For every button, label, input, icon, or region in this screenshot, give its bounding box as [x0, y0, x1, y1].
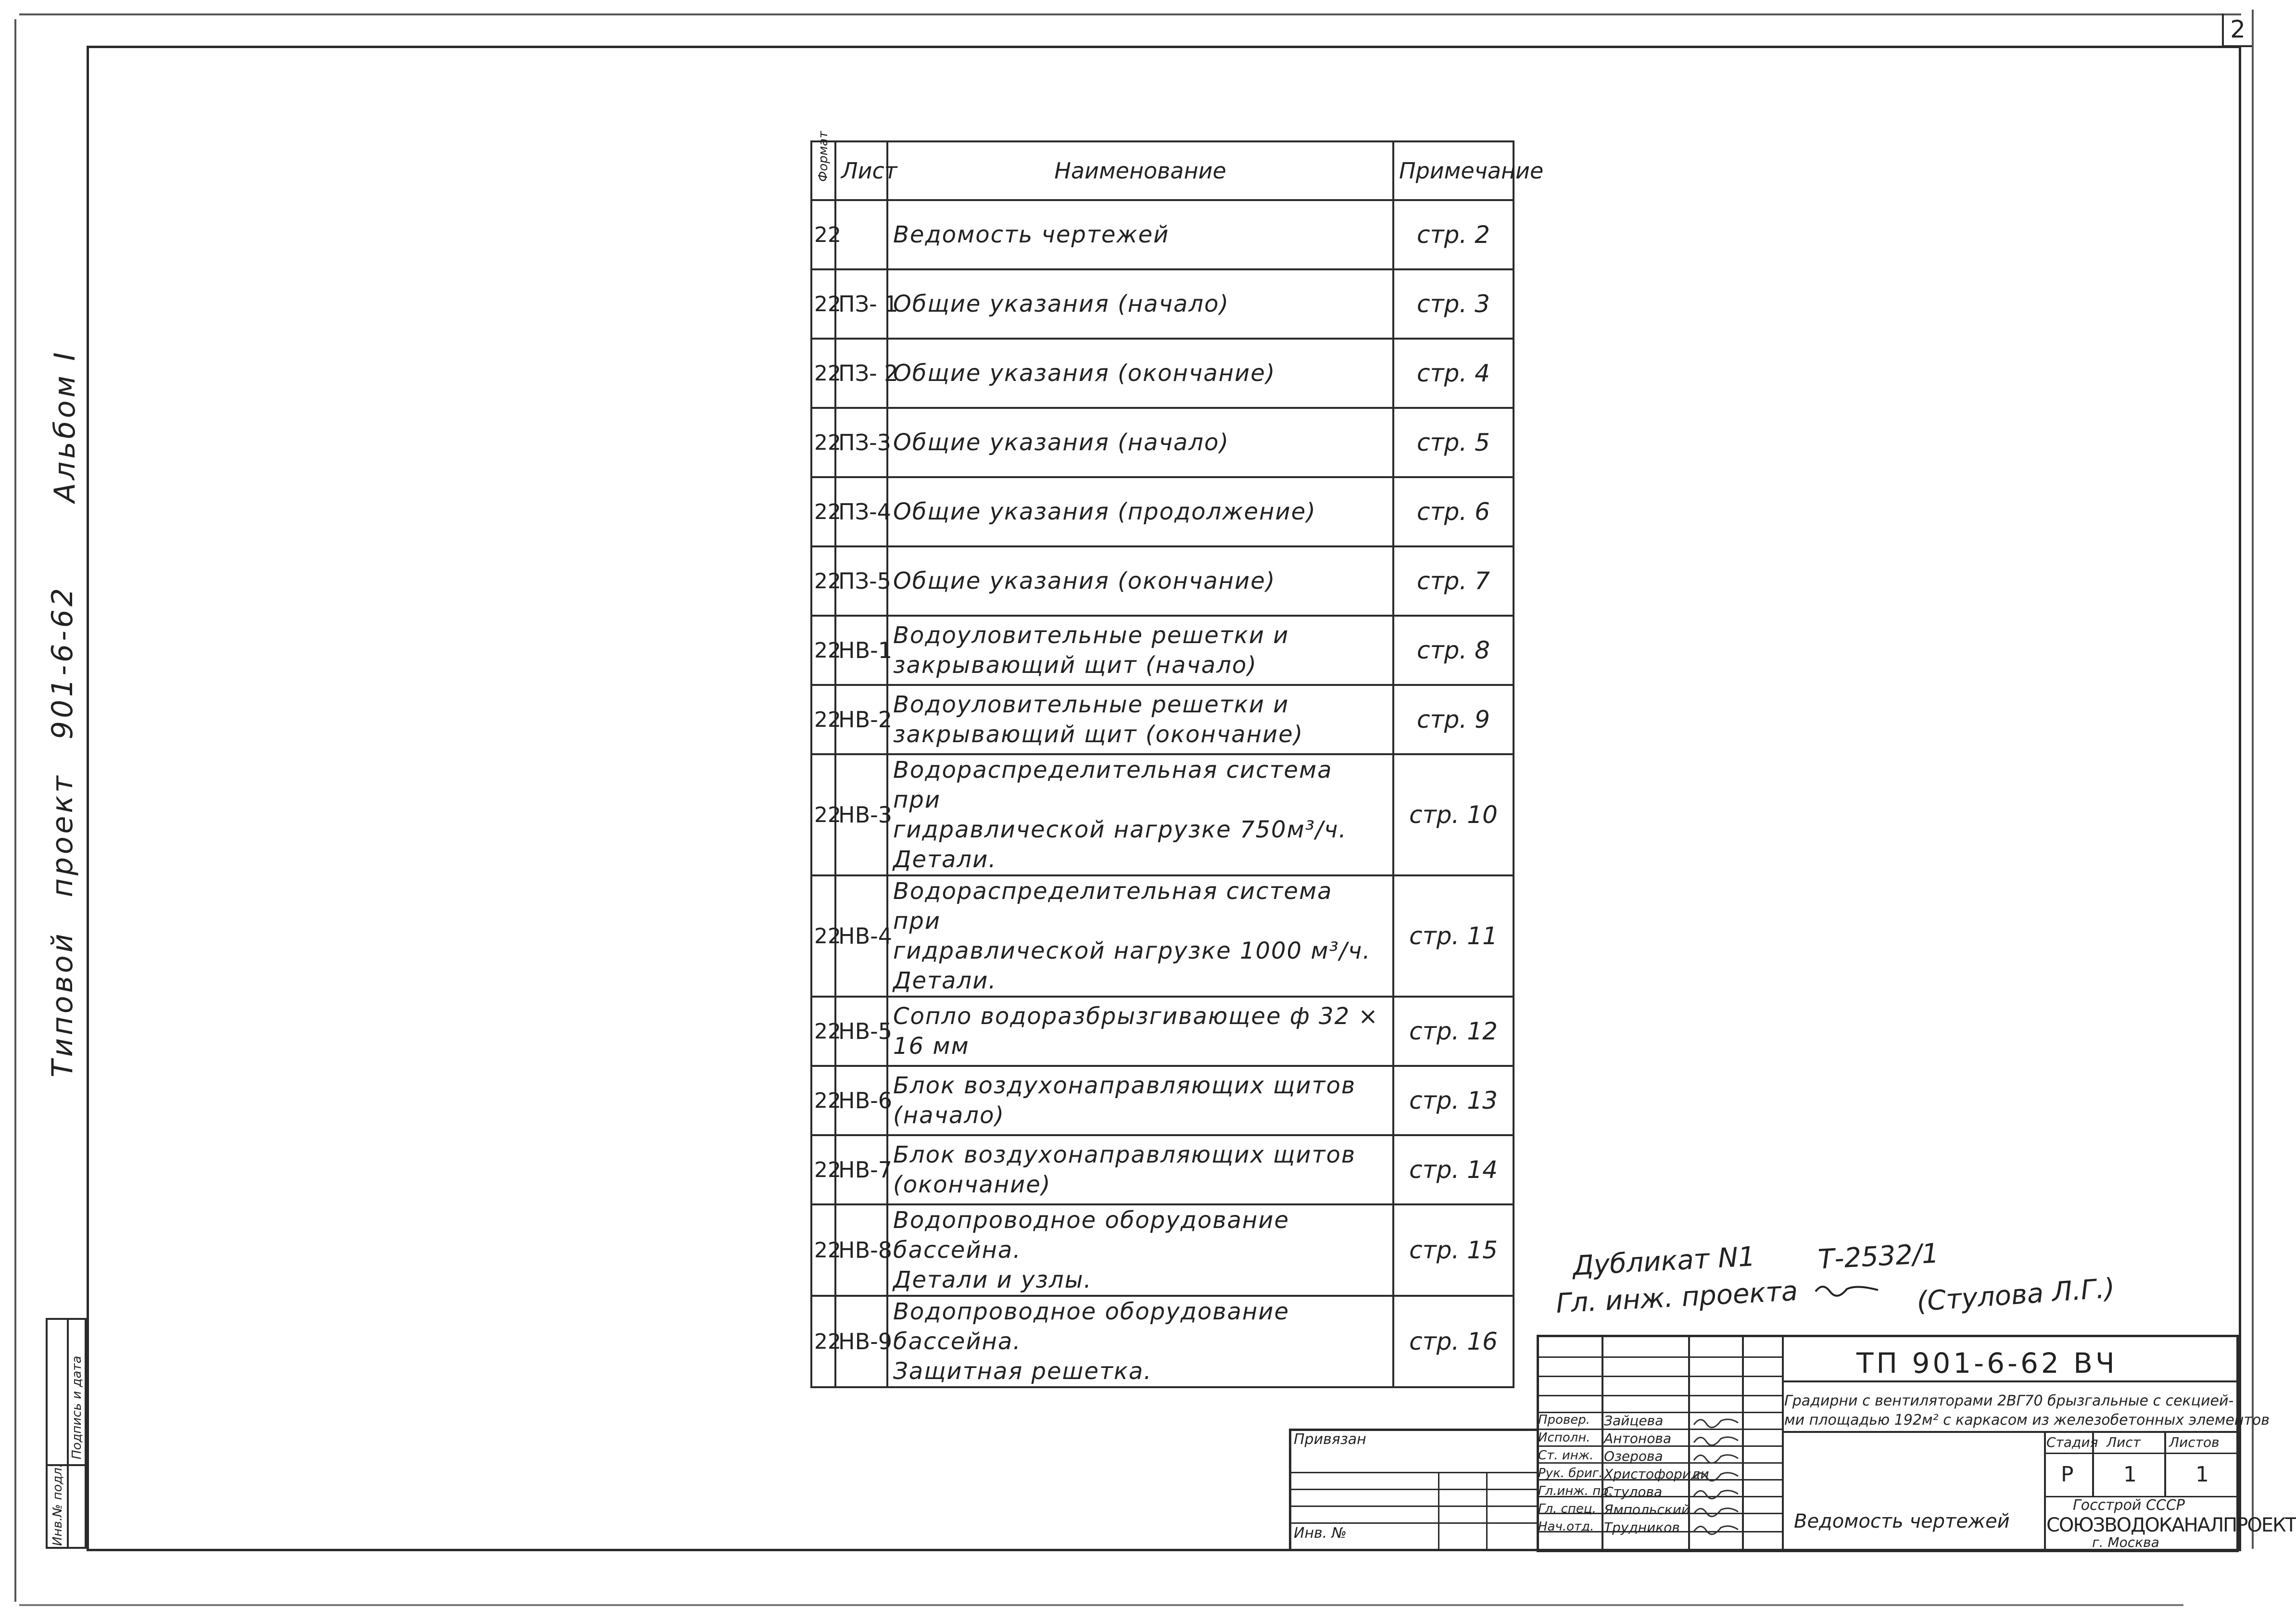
duplicate-number: Т-2532/1: [1817, 1238, 1940, 1276]
row-format: 22: [811, 1135, 835, 1204]
row-sheet: НВ-2: [835, 685, 887, 754]
row-format: 22: [811, 339, 835, 408]
role-label: Гл.инж. пр.: [1538, 1484, 1613, 1498]
row-note: стр. 14: [1393, 1135, 1514, 1204]
duplicate-label: Дубликат N1: [1572, 1241, 1756, 1282]
title-block-line: [1438, 1472, 1439, 1550]
row-note: стр. 13: [1393, 1066, 1514, 1135]
row-note: стр. 2: [1393, 200, 1514, 269]
row-name: Блок воздухонаправляющих щитов (начало): [887, 1066, 1393, 1135]
row-note: стр. 5: [1393, 408, 1514, 477]
row-format: 22: [811, 685, 835, 754]
sheets-label: Листов: [2169, 1434, 2220, 1450]
row-sheet: НВ-3: [835, 754, 887, 875]
stage-label: Стадия: [2046, 1434, 2098, 1450]
signature: [1692, 1503, 1740, 1519]
table-row: [811, 546, 1514, 616]
row-name: Водораспределительная система при гидравлической нагрузке 1000 м³/ч. Детали.: [887, 875, 1393, 997]
row-note: стр. 9: [1393, 685, 1514, 754]
role-label: Ст. инж.: [1538, 1448, 1594, 1463]
signature: [1692, 1468, 1740, 1483]
table-row: [811, 997, 1514, 1066]
title-block-line: [1782, 1431, 2239, 1433]
org-line-2: СОЮЗВОДОКАНАЛПРОЕКТ: [2046, 1514, 2296, 1536]
row-sheet: [835, 200, 887, 269]
title-block-line: [1782, 1496, 1784, 1550]
row-note: стр. 7: [1393, 546, 1514, 616]
row-format: 22: [811, 1066, 835, 1135]
stage-value: Р: [2061, 1462, 2074, 1487]
header-name: Наименование: [887, 141, 1393, 200]
signature: [1692, 1432, 1740, 1447]
outer-border-top: [19, 13, 2241, 15]
title-block-line: [1742, 1335, 1744, 1550]
sheet-label: Лист: [2107, 1434, 2141, 1450]
table-row: [811, 1296, 1514, 1387]
table-row: [811, 875, 1514, 997]
org-line-3: г. Москва: [2092, 1534, 2159, 1550]
row-note: стр. 6: [1393, 477, 1514, 546]
table-row: [811, 1204, 1514, 1296]
person-name: Зайцева: [1604, 1413, 1664, 1429]
row-sheet: НВ-5: [835, 997, 887, 1066]
drawings-list-table: [810, 131, 1544, 1388]
document-code: ТП 901-6-62 ВЧ: [1856, 1347, 2118, 1380]
outer-border-right: [2252, 10, 2254, 1549]
stamp-inv-label: Инв.№ подл.: [50, 1463, 65, 1546]
row-format: 22: [811, 269, 835, 339]
title-block-line: [1537, 1429, 1782, 1430]
person-name: Озерова: [1604, 1448, 1663, 1464]
outer-border-bottom: [19, 1604, 2183, 1606]
row-note: стр. 8: [1393, 616, 1514, 685]
inv-number-label: Инв. №: [1294, 1525, 1347, 1542]
row-note: стр. 3: [1393, 269, 1514, 339]
row-format: 22: [811, 616, 835, 685]
role-label: Рук. бриг.: [1538, 1466, 1603, 1481]
row-name: Общие указания (продолжение): [887, 477, 1393, 546]
title-block-line: [1537, 1335, 2239, 1337]
signature: [1692, 1414, 1740, 1430]
row-sheet: ПЗ- 1: [835, 269, 887, 339]
person-name: Трудников: [1604, 1519, 1680, 1535]
page-number: 2: [2222, 13, 2252, 47]
chief-engineer-signature: [1813, 1279, 1880, 1299]
row-name: Общие указания (окончание): [887, 339, 1393, 408]
table-row: [811, 339, 1514, 408]
side-project-label: Типовойпроект901-6-62: [46, 585, 79, 1077]
row-name: Общие указания (начало): [887, 408, 1393, 477]
row-name: Ведомость чертежей: [887, 200, 1393, 269]
row-name: Общие указания (окончание): [887, 546, 1393, 616]
table-row: [811, 200, 1514, 269]
row-note: стр. 15: [1393, 1204, 1514, 1296]
person-name: Христофориди: [1604, 1466, 1709, 1482]
row-name: Блок воздухонаправляющих щитов (окончание): [887, 1135, 1393, 1204]
row-sheet: ПЗ- 2: [835, 339, 887, 408]
row-sheet: НВ-6: [835, 1066, 887, 1135]
row-format: 22: [811, 408, 835, 477]
role-label: Провер.: [1538, 1413, 1590, 1427]
document-title: Ведомость чертежей: [1794, 1510, 2010, 1532]
org-line-1: Госстрой СССР: [2073, 1497, 2185, 1514]
title-block-line: [1602, 1335, 1603, 1550]
signature: [1692, 1450, 1740, 1465]
row-sheet: НВ-9: [835, 1296, 887, 1387]
side-album-label: Альбом I: [48, 349, 82, 503]
row-name: Водопроводное оборудование бассейна. Детали и узлы.: [887, 1204, 1393, 1296]
header-format: Формат: [811, 141, 835, 200]
table-row: [811, 685, 1514, 754]
row-sheet: НВ-8: [835, 1204, 887, 1296]
row-format: 22: [811, 1204, 835, 1296]
table-row: [811, 1066, 1514, 1135]
row-name: Водоуловительные решетки и закрывающий щит (окончание): [887, 685, 1393, 754]
row-note: стр. 16: [1393, 1296, 1514, 1387]
table-row: [811, 269, 1514, 339]
title-block-line: [1537, 1376, 1782, 1377]
title-block-line: [1486, 1472, 1488, 1550]
row-name: Сопло водоразбрызгивающее ф 32 × 16 мм: [887, 997, 1393, 1066]
chief-engineer-label: Гл. инж. проекта: [1555, 1275, 1799, 1320]
row-note: стр. 4: [1393, 339, 1514, 408]
title-block-line: [1289, 1522, 1537, 1524]
row-note: стр. 12: [1393, 997, 1514, 1066]
role-label: Исполн.: [1538, 1430, 1590, 1445]
row-sheet: ПЗ-5: [835, 546, 887, 616]
title-block-line: [1537, 1395, 1782, 1396]
row-format: 22: [811, 200, 835, 269]
row-sheet: ПЗ-3: [835, 408, 887, 477]
row-format: 22: [811, 754, 835, 875]
title-block-line: [2044, 1453, 2239, 1454]
table-header-row: [811, 141, 1514, 200]
person-name: Стулова: [1604, 1484, 1663, 1500]
table-row: [811, 754, 1514, 875]
left-stamp: [46, 1318, 87, 1549]
outer-border-left: [14, 19, 16, 1602]
row-note: стр. 10: [1393, 754, 1514, 875]
row-format: 22: [811, 875, 835, 997]
row-name: Общие указания (начало): [887, 269, 1393, 339]
title-block-line: [1537, 1356, 1782, 1358]
chief-engineer-name: (Стулова Л.Г.): [1916, 1272, 2116, 1318]
row-sheet: НВ-7: [835, 1135, 887, 1204]
person-name: Антонова: [1604, 1430, 1671, 1446]
title-block-line: [1289, 1472, 1537, 1473]
role-label: Гл. спец.: [1538, 1502, 1596, 1516]
row-name: Водораспределительная система при гидравлической нагрузке 750м³/ч. Детали.: [887, 754, 1393, 875]
role-label: Нач.отд.: [1538, 1519, 1594, 1534]
signature: [1692, 1521, 1740, 1536]
row-format: 22: [811, 1296, 835, 1387]
description-line-2: ми площадью 192м² с каркасом из железобетонных элементов: [1784, 1412, 2270, 1429]
sheet-value: 1: [2123, 1462, 2137, 1487]
stamp-sign-label: Подпись и дата: [70, 1355, 84, 1459]
table-row: [811, 477, 1514, 546]
sheets-value: 1: [2195, 1462, 2209, 1487]
title-block-line: [2164, 1431, 2166, 1496]
title-block-line: [2044, 1431, 2046, 1550]
header-note: Примечание: [1393, 141, 1514, 200]
row-name: Водоуловительные решетки и закрывающий щит (начало): [887, 616, 1393, 685]
header-sheet: Лист: [835, 141, 887, 200]
title-block-line: [1289, 1489, 1537, 1490]
table-row: [811, 616, 1514, 685]
row-sheet: НВ-1: [835, 616, 887, 685]
row-name: Водопроводное оборудование бассейна. Защитная решетка.: [887, 1296, 1393, 1387]
row-format: 22: [811, 997, 835, 1066]
table-row: [811, 1135, 1514, 1204]
attached-label: Привязан: [1294, 1431, 1366, 1448]
row-sheet: ПЗ-4: [835, 477, 887, 546]
description-line-1: Градирни с вентиляторами 2ВГ70 брызгальные с секцией-: [1784, 1392, 2234, 1409]
title-block-line: [1782, 1380, 2239, 1382]
table-row: [811, 408, 1514, 477]
person-name: Ямпольский: [1604, 1502, 1690, 1518]
row-format: 22: [811, 546, 835, 616]
row-sheet: НВ-4: [835, 875, 887, 997]
row-format: 22: [811, 477, 835, 546]
row-note: стр. 11: [1393, 875, 1514, 997]
title-block-line: [1289, 1506, 1537, 1507]
signature: [1692, 1485, 1740, 1501]
